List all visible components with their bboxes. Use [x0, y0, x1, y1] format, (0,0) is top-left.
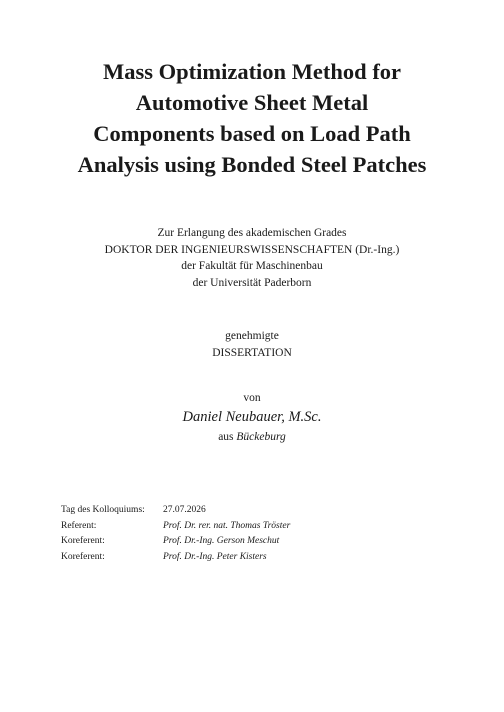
degree-line: der Fakultät für Maschinenbau	[181, 260, 323, 272]
origin-place: Bückeburg	[236, 431, 286, 443]
committee-table	[61, 503, 290, 565]
committee-row	[61, 550, 290, 566]
committee-label: Tag des Kolloquiums:	[61, 505, 145, 515]
von-label: von	[243, 392, 261, 404]
title-line: Mass Optimization Method for	[102, 59, 402, 84]
title-line: Automotive Sheet Metal	[135, 90, 369, 115]
committee-value: Prof. Dr.-Ing. Gerson Meschut	[163, 536, 280, 546]
committee-value: Prof. Dr.-Ing. Peter Kisters	[163, 551, 267, 562]
approval-statement	[40, 328, 464, 361]
by-label	[40, 390, 464, 407]
title-line: Analysis using Bonded Steel Patches	[77, 152, 427, 177]
aus-label: aus	[218, 431, 234, 443]
degree-line: Zur Erlangung des akademischen Grades	[157, 227, 347, 239]
committee-label: Referent:	[61, 520, 97, 531]
committee-row	[61, 503, 290, 519]
degree-statement	[40, 225, 464, 291]
committee-label: Koreferent:	[61, 551, 105, 562]
approved-label: genehmigte	[225, 330, 279, 342]
committee-value: 27.07.2026	[163, 505, 206, 515]
degree-line: der Universität Paderborn	[192, 276, 312, 289]
document-type: DISSERTATION	[212, 346, 292, 359]
degree-line: DOKTOR DER INGENIEURSWISSENSCHAFTEN (Dr.-Ing.)	[104, 243, 400, 256]
committee-value: Prof. Dr. rer. nat. Thomas Tröster	[163, 520, 291, 531]
author-origin	[40, 429, 464, 445]
dissertation-title	[40, 56, 464, 180]
committee-row	[61, 534, 290, 550]
title-line: Components based on Load Path	[93, 121, 411, 146]
committee-label: Koreferent:	[61, 536, 105, 546]
committee-row	[61, 519, 290, 535]
author-name: Daniel Neubauer, M.Sc.	[182, 409, 322, 425]
